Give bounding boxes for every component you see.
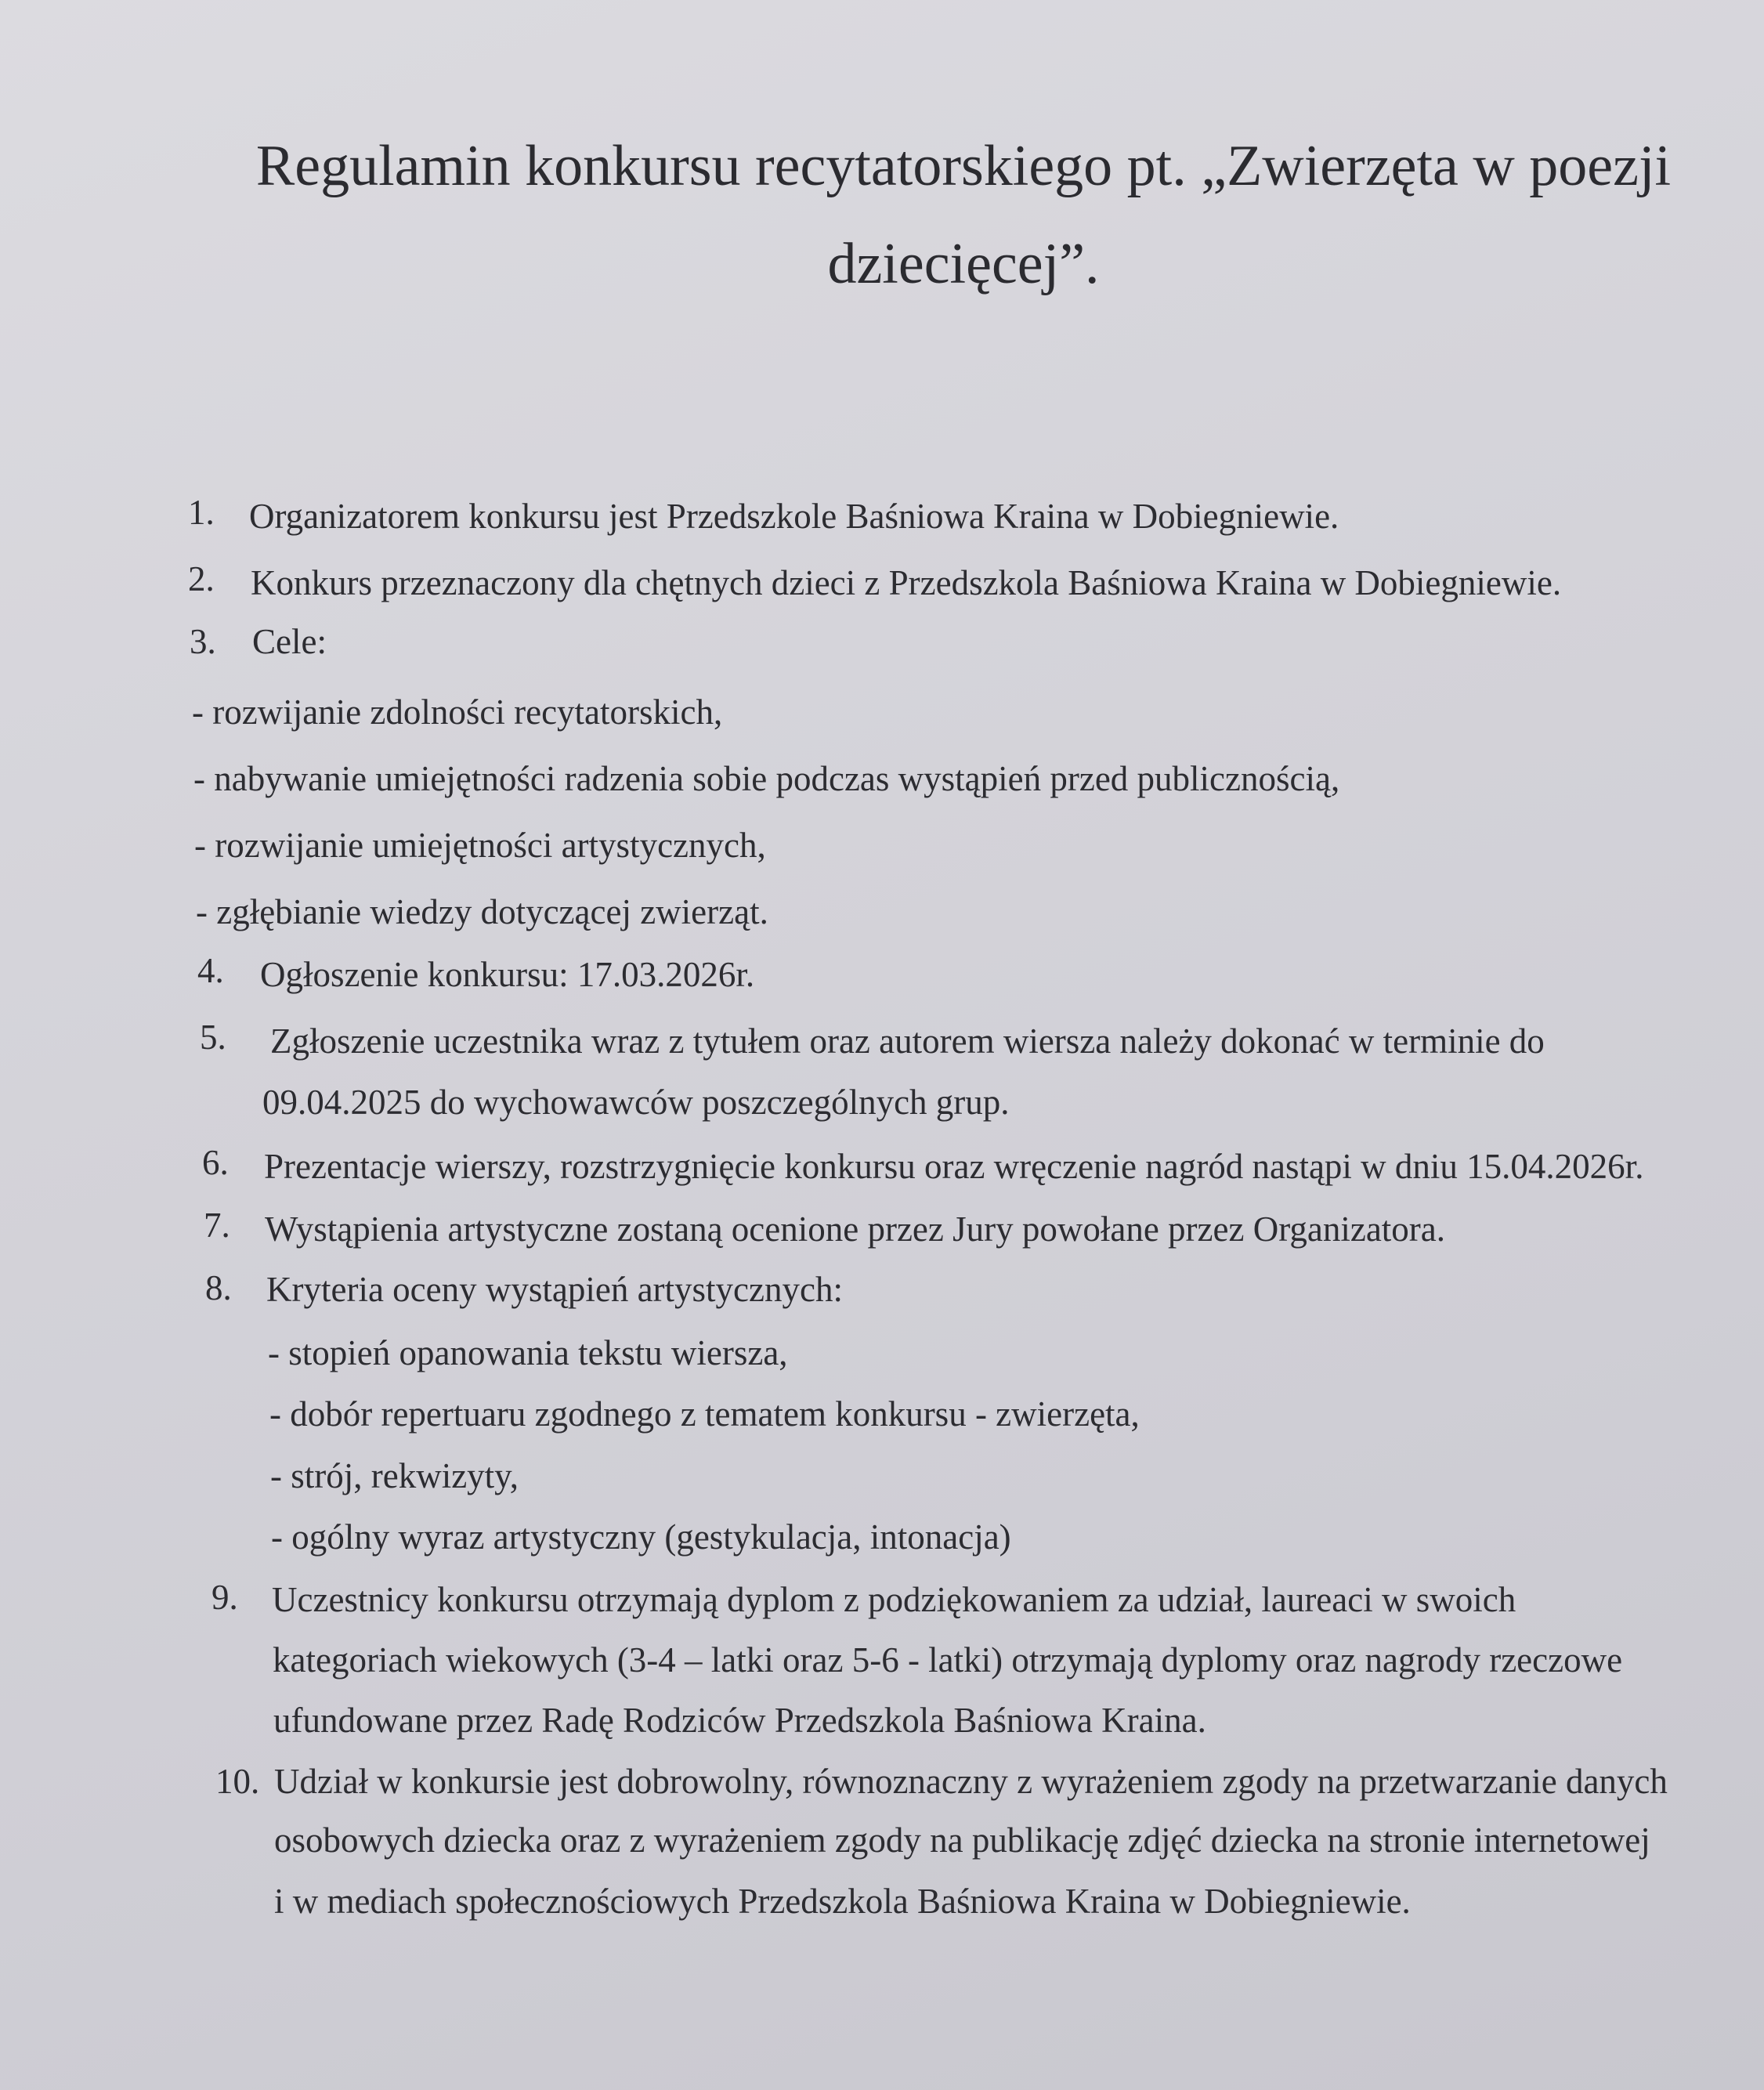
list-item-text: Uczestnicy konkursu otrzymają dyplom z podziękowaniem za udział, laureaci w swoich bbox=[272, 1580, 1516, 1619]
goal-item: - nabywanie umiejętności radzenia sobie podczas wystąpień przed publicznością, bbox=[193, 759, 1340, 798]
criteria-item: - stopień opanowania tekstu wiersza, bbox=[268, 1333, 788, 1372]
item-number: 10. bbox=[215, 1762, 260, 1801]
list-item-text: ufundowane przez Radę Rodziców Przedszkola Baśniowa Kraina. bbox=[273, 1701, 1206, 1740]
criteria-item: - strój, rekwizyty, bbox=[270, 1456, 519, 1495]
list-item-text: Zgłoszenie uczestnika wraz z tytułem oraz autorem wiersza należy dokonać w terminie do bbox=[270, 1021, 1545, 1061]
criteria-item: - dobór repertuaru zgodnego z tematem konkursu - zwierzęta, bbox=[269, 1394, 1140, 1434]
goal-item: - rozwijanie umiejętności artystycznych, bbox=[194, 826, 766, 865]
item-number: 2. bbox=[188, 559, 215, 598]
item-number: 7. bbox=[204, 1206, 230, 1245]
goal-item: - rozwijanie zdolności recytatorskich, bbox=[192, 692, 723, 732]
list-item-text: osobowych dziecka oraz z wyrażeniem zgody na publikację zdjęć dziecka na stronie internetowej bbox=[274, 1821, 1650, 1860]
list-item-text: Ogłoszenie konkursu: 17.03.2026r. bbox=[260, 955, 755, 994]
list-item-text: Wystąpienia artystyczne zostaną ocenione przez Jury powołane przez Organizatora. bbox=[265, 1210, 1446, 1249]
item-number: 3. bbox=[190, 622, 216, 661]
list-item-text: Udział w konkursie jest dobrowolny, równoznaczny z wyrażeniem zgody na przetwarzanie danych bbox=[274, 1762, 1668, 1801]
list-item-text: Organizatorem konkursu jest Przedszkole Baśniowa Kraina w Dobiegniewie. bbox=[249, 497, 1339, 536]
item-number: 1. bbox=[188, 493, 215, 532]
list-item-text: Cele: bbox=[252, 622, 327, 661]
item-number: 5. bbox=[200, 1018, 226, 1057]
criteria-item: - ogólny wyraz artystyczny (gestykulacja, intonacja) bbox=[271, 1517, 1011, 1557]
title-line-1: Regulamin konkursu recytatorskiego pt. „Zwierzęta w poezji bbox=[255, 134, 1672, 198]
item-number: 4. bbox=[197, 951, 224, 990]
item-number: 6. bbox=[202, 1143, 229, 1182]
list-item-text: kategoriach wiekowych (3-4 – latki oraz 5-6 - latki) otrzymają dyplomy oraz nagrody rzeczowe bbox=[273, 1640, 1623, 1680]
list-item-text: Kryteria oceny wystąpień artystycznych: bbox=[266, 1270, 843, 1309]
title-line-2: dziecięcej”. bbox=[827, 232, 1100, 296]
document-title bbox=[235, 118, 1692, 313]
goal-item: - zgłębianie wiedzy dotyczącej zwierząt. bbox=[196, 892, 768, 931]
item-number: 8. bbox=[205, 1268, 232, 1307]
list-item-text: 09.04.2025 do wychowawców poszczególnych grup. bbox=[262, 1083, 1010, 1122]
list-item-text: i w mediach społecznościowych Przedszkola Baśniowa Kraina w Dobiegniewie. bbox=[274, 1882, 1411, 1921]
list-item-text: Prezentacje wierszy, rozstrzygnięcie konkursu oraz wręczenie nagród nastąpi w dniu 15.04.2026r. bbox=[264, 1147, 1644, 1186]
list-item-text: Konkurs przeznaczony dla chętnych dzieci z Przedszkola Baśniowa Kraina w Dobiegniewie. bbox=[251, 563, 1562, 602]
item-number: 9. bbox=[211, 1578, 238, 1617]
